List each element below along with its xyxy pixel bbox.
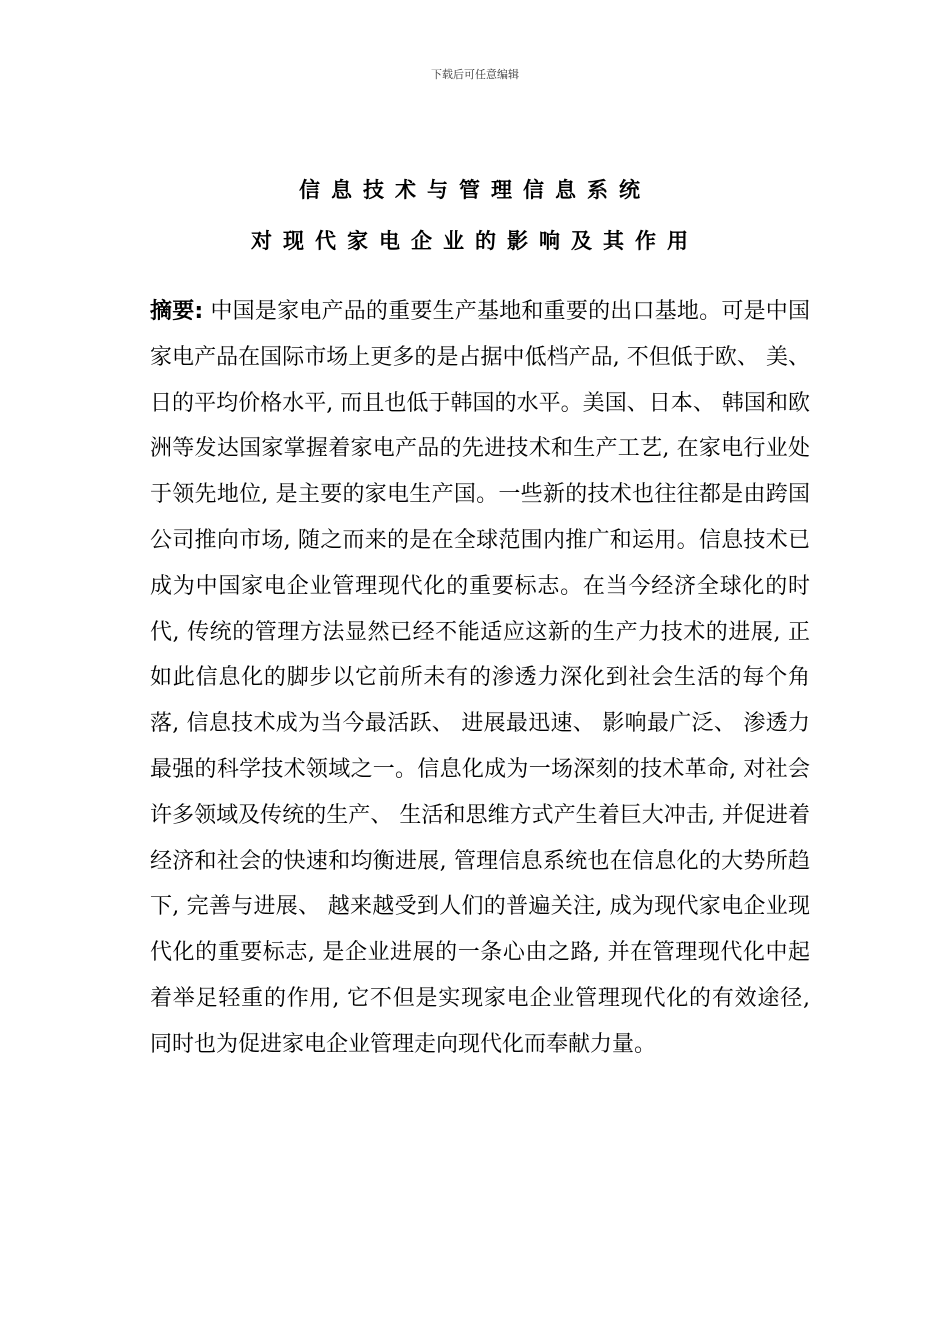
abstract-label: 摘要: bbox=[150, 299, 204, 324]
title-line-2: 对现代家电企业的影响及其作用 bbox=[251, 229, 699, 253]
abstract-body: 中国是家电产品的重要生产基地和重要的出口基地。可是中国家电产品在国际市场上更多的是占据中低档产品, 不但低于欧、 美、 日的平均价格水平, 而且也低于韩国的水平。美国、日本、 韩国和欧洲等发达国家掌握着家电产品的先进技术和生产工艺, 在家电行业处于领先地位, 是主要的家电生产国。一些新的技术也往往都是由跨国公司推向市场, 随之而来的是在全球范围内推广和运用。信息技术已成为中国家电企业管理现代化的重要标志。在当今经济全球化的时代, 传统的管理方法显然已经不能适应这新的生产力技术的进展, 正如此信息化的脚步以它前所未有的渗透力深化到社会生活的每个角落, 信息技术成为当今最活跃、 进展最迅速、 影响最广泛、 渗透力最强的科学技术领域之一。信息化成为一场深刻的技术革命, 对社会许多领域及传统的生产、 生活和思维方式产生着巨大冲击, 并促进着经济和社会的快速和均衡进展, 管理信息系统也在信息化的大势所趋下, 完善与进展、 越来越受到人们的普遍关注, 成为现代家电企业现代化的重要标志, 是企业进展的一条心由之路, 并在管理现代化中起着举足轻重的作用, 它不但是实现家电企业管理现代化的有效途径, 同时也为促进家电企业管理走向现代化而奉献力量。 bbox=[150, 299, 810, 1057]
title-line-1: 信息技术与管理信息系统 bbox=[299, 178, 651, 202]
header-note: 下载后可任意编辑 bbox=[431, 68, 519, 81]
abstract-paragraph bbox=[150, 289, 810, 1068]
